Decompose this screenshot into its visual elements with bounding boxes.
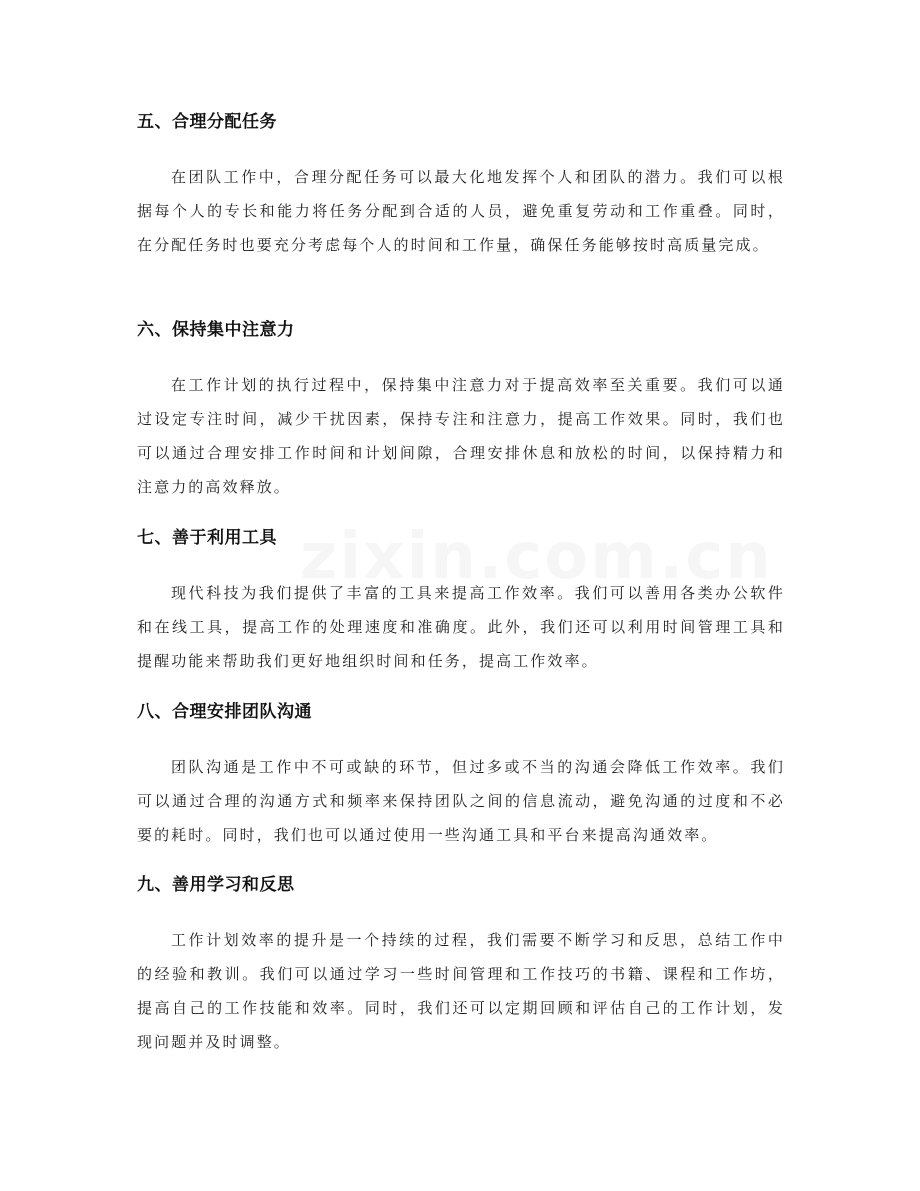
section-heading: 六、保持集中注意力 <box>137 320 295 340</box>
section-heading: 五、合理分配任务 <box>137 112 277 132</box>
section-7 <box>137 526 785 678</box>
section-paragraph: 在团队工作中，合理分配任务可以最大化地发挥个人和团队的潜力。我们可以根据每个人的专长和能力将任务分配到合适的人员，避免重复劳动和工作重叠。同时，在分配任务时也要充分考虑每个人的时间和工作量，确保任务能够按时高质量完成。 <box>137 168 785 254</box>
section-heading: 八、合理安排团队沟通 <box>137 702 312 722</box>
section-heading: 九、善用学习和反思 <box>137 875 295 895</box>
section-5 <box>137 110 785 262</box>
section-paragraph: 团队沟通是工作中不可或缺的环节，但过多或不当的沟通会降低工作效率。我们可以通过合理的沟通方式和频率来保持团队之间的信息流动，避免沟通的过度和不必要的耗时。同时，我们也可以通过使用一些沟通工具和平台来提高沟通效率。 <box>137 758 785 844</box>
section-9 <box>137 873 785 1059</box>
section-paragraph: 现代科技为我们提供了丰富的工具来提高工作效率。我们可以善用各类办公软件和在线工具，提高工作的处理速度和准确度。此外，我们还可以利用时间管理工具和提醒功能来帮助我们更好地组织时间和任务，提高工作效率。 <box>137 584 785 670</box>
section-heading: 七、善于利用工具 <box>137 528 277 548</box>
section-8 <box>137 700 785 852</box>
section-paragraph: 工作计划效率的提升是一个持续的过程，我们需要不断学习和反思，总结工作中的经验和教训。我们可以通过学习一些时间管理和工作技巧的书籍、课程和工作坊，提高自己的工作技能和效率。同时，我们还可以定期回顾和评估自己的工作计划，发现问题并及时调整。 <box>137 931 785 1051</box>
section-paragraph: 在工作计划的执行过程中，保持集中注意力对于提高效率至关重要。我们可以通过设定专注时间，减少干扰因素，保持专注和注意力，提高工作效果。同时，我们也可以通过合理安排工作时间和计划间隙，合理安排休息和放松的时间，以保持精力和注意力的高效释放。 <box>137 376 785 496</box>
section-6 <box>137 318 785 504</box>
